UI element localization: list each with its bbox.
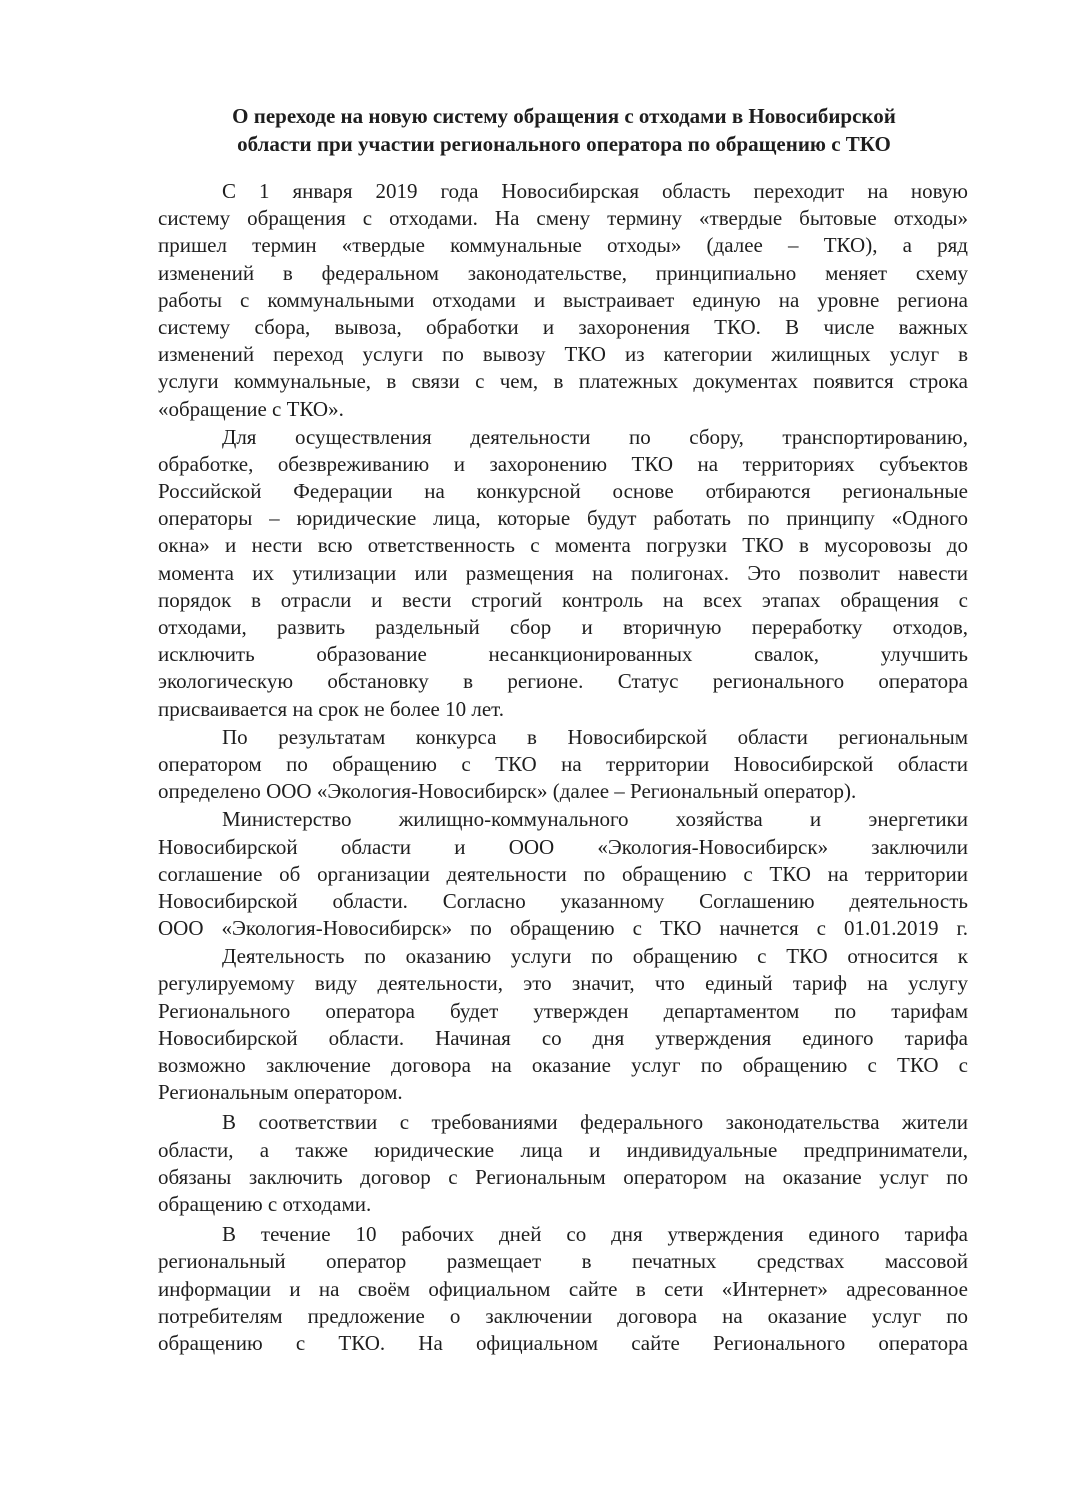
text-line: порядок в отрасли и вести строгий контроль на всех этапах обращения с [158, 587, 968, 612]
text-line: информации и на своём официальном сайте в сети «Интернет» адресованное [158, 1276, 968, 1301]
text-line: региональный оператор размещает в печатных средствах массовой [158, 1249, 968, 1274]
text-line: Новосибирской области и ООО «Экология-Новосибирск» заключили [158, 834, 968, 859]
text-line: Деятельность по оказанию услуги по обращению с ТКО относится к [222, 944, 968, 969]
text-line: области, а также юридические лица и индивидуальные предприниматели, [158, 1137, 968, 1162]
text-line: услуги коммунальные, в связи с чем, в платежных документах появится строка [158, 369, 968, 394]
text-line: обращению с отходами. [158, 1191, 372, 1216]
title-line: О переходе на новую систему обращения с отходами в Новосибирской [232, 104, 896, 128]
text-line: В соответствии с требованиями федерального законодательства жители [222, 1110, 968, 1135]
text-line: окна» и нести всю ответственность с момента погрузки ТКО в мусоровозы до [158, 533, 968, 558]
text-line: обязаны заключить договор с Региональным оператором на оказание услуг по [158, 1164, 968, 1189]
document-body [158, 178, 968, 1357]
text-line: С 1 января 2019 года Новосибирская область переходит на новую [222, 179, 968, 203]
text-line: По результатам конкурса в Новосибирской области региональным [222, 724, 968, 749]
title-line: области при участии регионального оператора по обращению с ТКО [237, 132, 891, 156]
paragraph [158, 724, 968, 806]
text-line: присваивается на срок не более 10 лет. [158, 696, 505, 721]
text-line: обработке, обезвреживанию и захоронению ТКО на территориях субъектов [158, 451, 968, 476]
paragraph [158, 1221, 968, 1357]
text-line: операторы – юридические лица, которые будут работать по принципу «Одного [158, 506, 968, 531]
text-line: Новосибирской области. Начиная со дня утверждения единого тарифа [158, 1025, 968, 1050]
text-line: исключить образование несанкционированных свалок, улучшить [158, 642, 968, 667]
paragraph [158, 1109, 968, 1218]
text-line: Министерство жилищно-коммунального хозяйства и энергетики [222, 807, 968, 832]
text-line: потребителям предложение о заключении договора на оказание услуг по [158, 1303, 968, 1328]
text-line: возможно заключение договора на оказание услуг по обращению с ТКО с [158, 1053, 968, 1077]
paragraph [158, 178, 968, 423]
text-line: изменений переход услуги по вывозу ТКО из категории жилищных услуг в [158, 342, 968, 367]
text-line: Региональным оператором. [158, 1080, 403, 1105]
text-line: «обращение с ТКО». [158, 396, 344, 421]
text-line: ООО «Экология-Новосибирск» по обращению с ТКО начнется с 01.01.2019 г. [158, 916, 968, 941]
document-title [160, 102, 968, 158]
text-line: соглашение об организации деятельности по обращению с ТКО на территории [158, 861, 968, 886]
paragraph [158, 424, 968, 723]
text-line: отходами, развить раздельный сбор и вторичную переработку отходов, [158, 615, 968, 639]
text-line: регулируемому виду деятельности, это значит, что единый тариф на услугу [158, 971, 968, 996]
paragraph [158, 943, 968, 1106]
text-line: Регионального оператора будет утвержден департаментом по тарифам [158, 998, 968, 1023]
text-line: изменений в федеральном законодательстве, принципиально меняет схему [158, 260, 968, 285]
text-line: пришел термин «твердые коммунальные отходы» (далее – ТКО), а ряд [158, 233, 968, 258]
text-line: момента их утилизации или размещения на полигонах. Это позволит навести [158, 560, 968, 585]
text-line: оператором по обращению с ТКО на территории Новосибирской области [158, 751, 968, 776]
text-line: Новосибирской области. Согласно указанному Соглашению деятельность [158, 888, 968, 913]
text-line: работы с коммунальными отходами и выстраивает единую на уровне региона [158, 287, 968, 312]
text-line: обращению с ТКО. На официальном сайте Регионального оператора [158, 1330, 968, 1355]
text-line: систему сбора, вывоза, обработки и захоронения ТКО. В числе важных [158, 314, 968, 339]
text-line: экологическую обстановку в регионе. Статус регионального оператора [158, 669, 968, 694]
text-line: определено ООО «Экология-Новосибирск» (далее – Региональный оператор). [158, 779, 857, 804]
text-line: Российской Федерации на конкурсной основе отбираются региональные [158, 479, 968, 504]
text-line: Для осуществления деятельности по сбору, транспортированию, [222, 424, 968, 449]
text-line: систему обращения с отходами. На смену термину «твердые бытовые отходы» [158, 206, 968, 231]
text-line: В течение 10 рабочих дней со дня утверждения единого тарифа [222, 1222, 968, 1247]
paragraph [158, 806, 968, 942]
